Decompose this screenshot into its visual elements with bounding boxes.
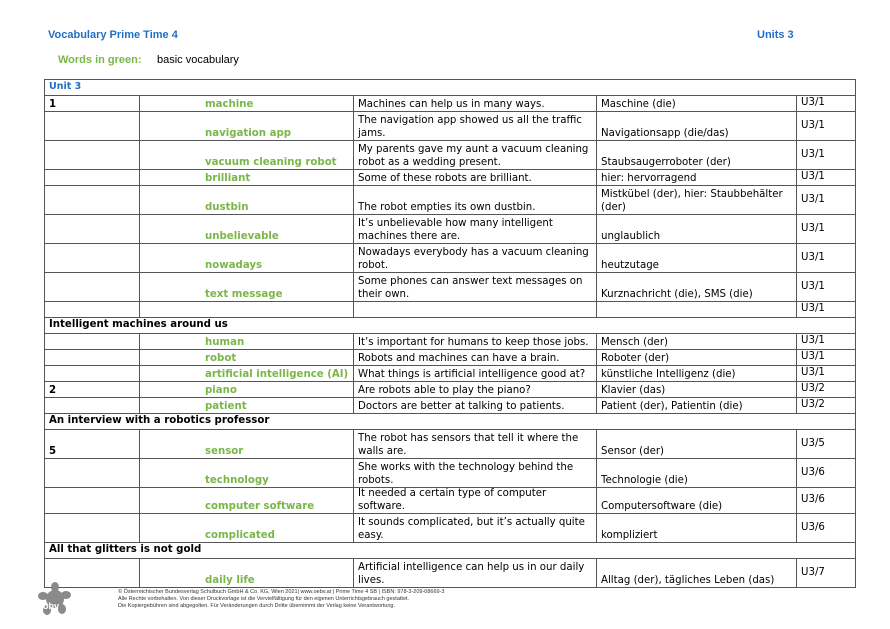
- unit-reference: U3/1: [797, 141, 856, 170]
- vocab-row: [45, 488, 856, 514]
- unit-reference: U3/2: [797, 398, 856, 414]
- vocab-row: [45, 302, 856, 318]
- exercise-number: [45, 459, 140, 488]
- unit-reference: U3/1: [797, 215, 856, 244]
- exercise-number: [45, 334, 140, 350]
- unit-reference: U3/1: [797, 350, 856, 366]
- vocab-row: [45, 430, 856, 459]
- exercise-number: 1: [45, 96, 140, 112]
- vocab-row: [45, 170, 856, 186]
- page-title: Vocabulary Prime Time 4: [48, 29, 178, 41]
- translation: Kurznachricht (die), SMS (die): [597, 273, 797, 302]
- vocab-word: sensor: [140, 430, 354, 459]
- unit-reference: U3/1: [797, 366, 856, 382]
- example-sentence: It’s unbelievable how many intelligent machines there are.: [354, 215, 597, 244]
- vocab-word: nowadays: [140, 244, 354, 273]
- vocab-row: [45, 366, 856, 382]
- exercise-number: 2: [45, 382, 140, 398]
- vocab-row: [45, 112, 856, 141]
- example-sentence: Nowadays everybody has a vacuum cleaning robot.: [354, 244, 597, 273]
- section-title: An interview with a robotics professor: [45, 414, 856, 430]
- vocab-row: [45, 350, 856, 366]
- unit-reference: U3/1: [797, 96, 856, 112]
- exercise-number: [45, 112, 140, 141]
- unit-reference: U3/1: [797, 244, 856, 273]
- vocab-word: dustbin: [140, 186, 354, 215]
- vocab-word: brilliant: [140, 170, 354, 186]
- unit-header-row: [45, 80, 856, 96]
- example-sentence: It’s important for humans to keep those jobs.: [354, 334, 597, 350]
- translation: Patient (der), Patientin (die): [597, 398, 797, 414]
- vocab-row: [45, 141, 856, 170]
- example-sentence: She works with the technology behind the robots.: [354, 459, 597, 488]
- example-sentence: It sounds complicated, but it’s actually quite easy.: [354, 514, 597, 543]
- vocab-word: computer software: [140, 488, 354, 514]
- example-sentence: Some phones can answer text messages on their own.: [354, 273, 597, 302]
- translation: kompliziert: [597, 514, 797, 543]
- example-sentence: Machines can help us in many ways.: [354, 96, 597, 112]
- copyright-footer: [118, 589, 444, 610]
- exercise-number: [45, 186, 140, 215]
- footer-line: Alle Rechte vorbehalten. Von dieser Druckvorlage ist die Vervielfältigung für den eigenen Unterrichtsgebrauch gestattet.: [118, 596, 410, 602]
- legend-label: Words in green:: [58, 54, 142, 66]
- vocab-word: text message: [140, 273, 354, 302]
- example-sentence: My parents gave my aunt a vacuum cleaning robot as a wedding present.: [354, 141, 597, 170]
- section-title: All that glitters is not gold: [45, 543, 856, 559]
- unit-reference: U3/2: [797, 382, 856, 398]
- exercise-number: [45, 170, 140, 186]
- unit-reference: U3/1: [797, 273, 856, 302]
- exercise-number: [45, 488, 140, 514]
- example-sentence: Some of these robots are brilliant.: [354, 170, 597, 186]
- translation: Technologie (die): [597, 459, 797, 488]
- exercise-number: [45, 302, 140, 318]
- unit-reference: U3/1: [797, 334, 856, 350]
- unit-reference: U3/1: [797, 170, 856, 186]
- unit-label: Unit 3: [45, 80, 856, 96]
- vocab-row: [45, 559, 856, 588]
- vocab-word: patient: [140, 398, 354, 414]
- section-header-row: [45, 414, 856, 430]
- translation: Klavier (das): [597, 382, 797, 398]
- unit-reference: U3/7: [797, 559, 856, 588]
- translation: hier: hervorragend: [597, 170, 797, 186]
- vocab-row: [45, 186, 856, 215]
- vocab-row: [45, 244, 856, 273]
- vocab-word: daily life: [140, 559, 354, 588]
- unit-reference: U3/6: [797, 459, 856, 488]
- legend-text: basic vocabulary: [157, 54, 239, 66]
- unit-reference: U3/1: [797, 302, 856, 318]
- section-header-row: [45, 543, 856, 559]
- exercise-number: 5: [45, 430, 140, 459]
- example-sentence: Artificial intelligence can help us in our daily lives.: [354, 559, 597, 588]
- exercise-number: [45, 350, 140, 366]
- vocab-word: complicated: [140, 514, 354, 543]
- footer-line: © Österreichischer Bundesverlag Schulbuch GmbH & Co. KG, Wien 2021| www.oebv.at | Prime Time 4 SB | ISBN: 978-3-209-08669-3: [118, 589, 445, 595]
- vocab-word: human: [140, 334, 354, 350]
- units-label: Units 3: [757, 29, 794, 41]
- vocab-word: piano: [140, 382, 354, 398]
- translation: Maschine (die): [597, 96, 797, 112]
- vocab-row: [45, 334, 856, 350]
- vocabulary-table: [44, 79, 856, 588]
- translation: Roboter (der): [597, 350, 797, 366]
- unit-reference: U3/5: [797, 430, 856, 459]
- example-sentence: Robots and machines can have a brain.: [354, 350, 597, 366]
- unit-reference: U3/6: [797, 514, 856, 543]
- translation: [597, 302, 797, 318]
- translation: Sensor (der): [597, 430, 797, 459]
- vocab-word: machine: [140, 96, 354, 112]
- example-sentence: Doctors are better at talking to patients.: [354, 398, 597, 414]
- exercise-number: [45, 514, 140, 543]
- translation: unglaublich: [597, 215, 797, 244]
- vocab-word: vacuum cleaning robot: [140, 141, 354, 170]
- footer-line: Die Kopiergebühren sind abgegolten. Für Veränderungen durch Dritte übernimmt der Verlag keine Verantwortung.: [118, 603, 396, 609]
- translation: Navigationsapp (die/das): [597, 112, 797, 141]
- exercise-number: [45, 215, 140, 244]
- oebv-logo-text: öbv: [43, 601, 60, 611]
- example-sentence: The navigation app showed us all the traffic jams.: [354, 112, 597, 141]
- vocab-row: [45, 215, 856, 244]
- section-header-row: [45, 318, 856, 334]
- vocab-row: [45, 459, 856, 488]
- example-sentence: Are robots able to play the piano?: [354, 382, 597, 398]
- section-title: Intelligent machines around us: [45, 318, 856, 334]
- translation: heutzutage: [597, 244, 797, 273]
- translation: Alltag (der), tägliches Leben (das): [597, 559, 797, 588]
- exercise-number: [45, 141, 140, 170]
- translation: künstliche Intelligenz (die): [597, 366, 797, 382]
- vocab-word: navigation app: [140, 112, 354, 141]
- unit-reference: U3/1: [797, 112, 856, 141]
- vocab-row: [45, 273, 856, 302]
- vocab-row: [45, 96, 856, 112]
- example-sentence: [354, 302, 597, 318]
- translation: Staubsaugerroboter (der): [597, 141, 797, 170]
- vocab-row: [45, 382, 856, 398]
- vocab-row: [45, 514, 856, 543]
- vocab-row: [45, 398, 856, 414]
- unit-reference: U3/1: [797, 186, 856, 215]
- vocab-word: unbelievable: [140, 215, 354, 244]
- example-sentence: The robot empties its own dustbin.: [354, 186, 597, 215]
- exercise-number: [45, 244, 140, 273]
- unit-reference: U3/6: [797, 488, 856, 514]
- exercise-number: [45, 366, 140, 382]
- vocab-word: technology: [140, 459, 354, 488]
- example-sentence: What things is artificial intelligence good at?: [354, 366, 597, 382]
- translation: Mistkübel (der), hier: Staubbehälter (der): [597, 186, 797, 215]
- vocab-word: [140, 302, 354, 318]
- exercise-number: [45, 273, 140, 302]
- example-sentence: It needed a certain type of computer software.: [354, 488, 597, 514]
- vocab-word: artificial intelligence (AI): [140, 366, 354, 382]
- vocab-word: robot: [140, 350, 354, 366]
- exercise-number: [45, 398, 140, 414]
- translation: Mensch (der): [597, 334, 797, 350]
- example-sentence: The robot has sensors that tell it where the walls are.: [354, 430, 597, 459]
- translation: Computersoftware (die): [597, 488, 797, 514]
